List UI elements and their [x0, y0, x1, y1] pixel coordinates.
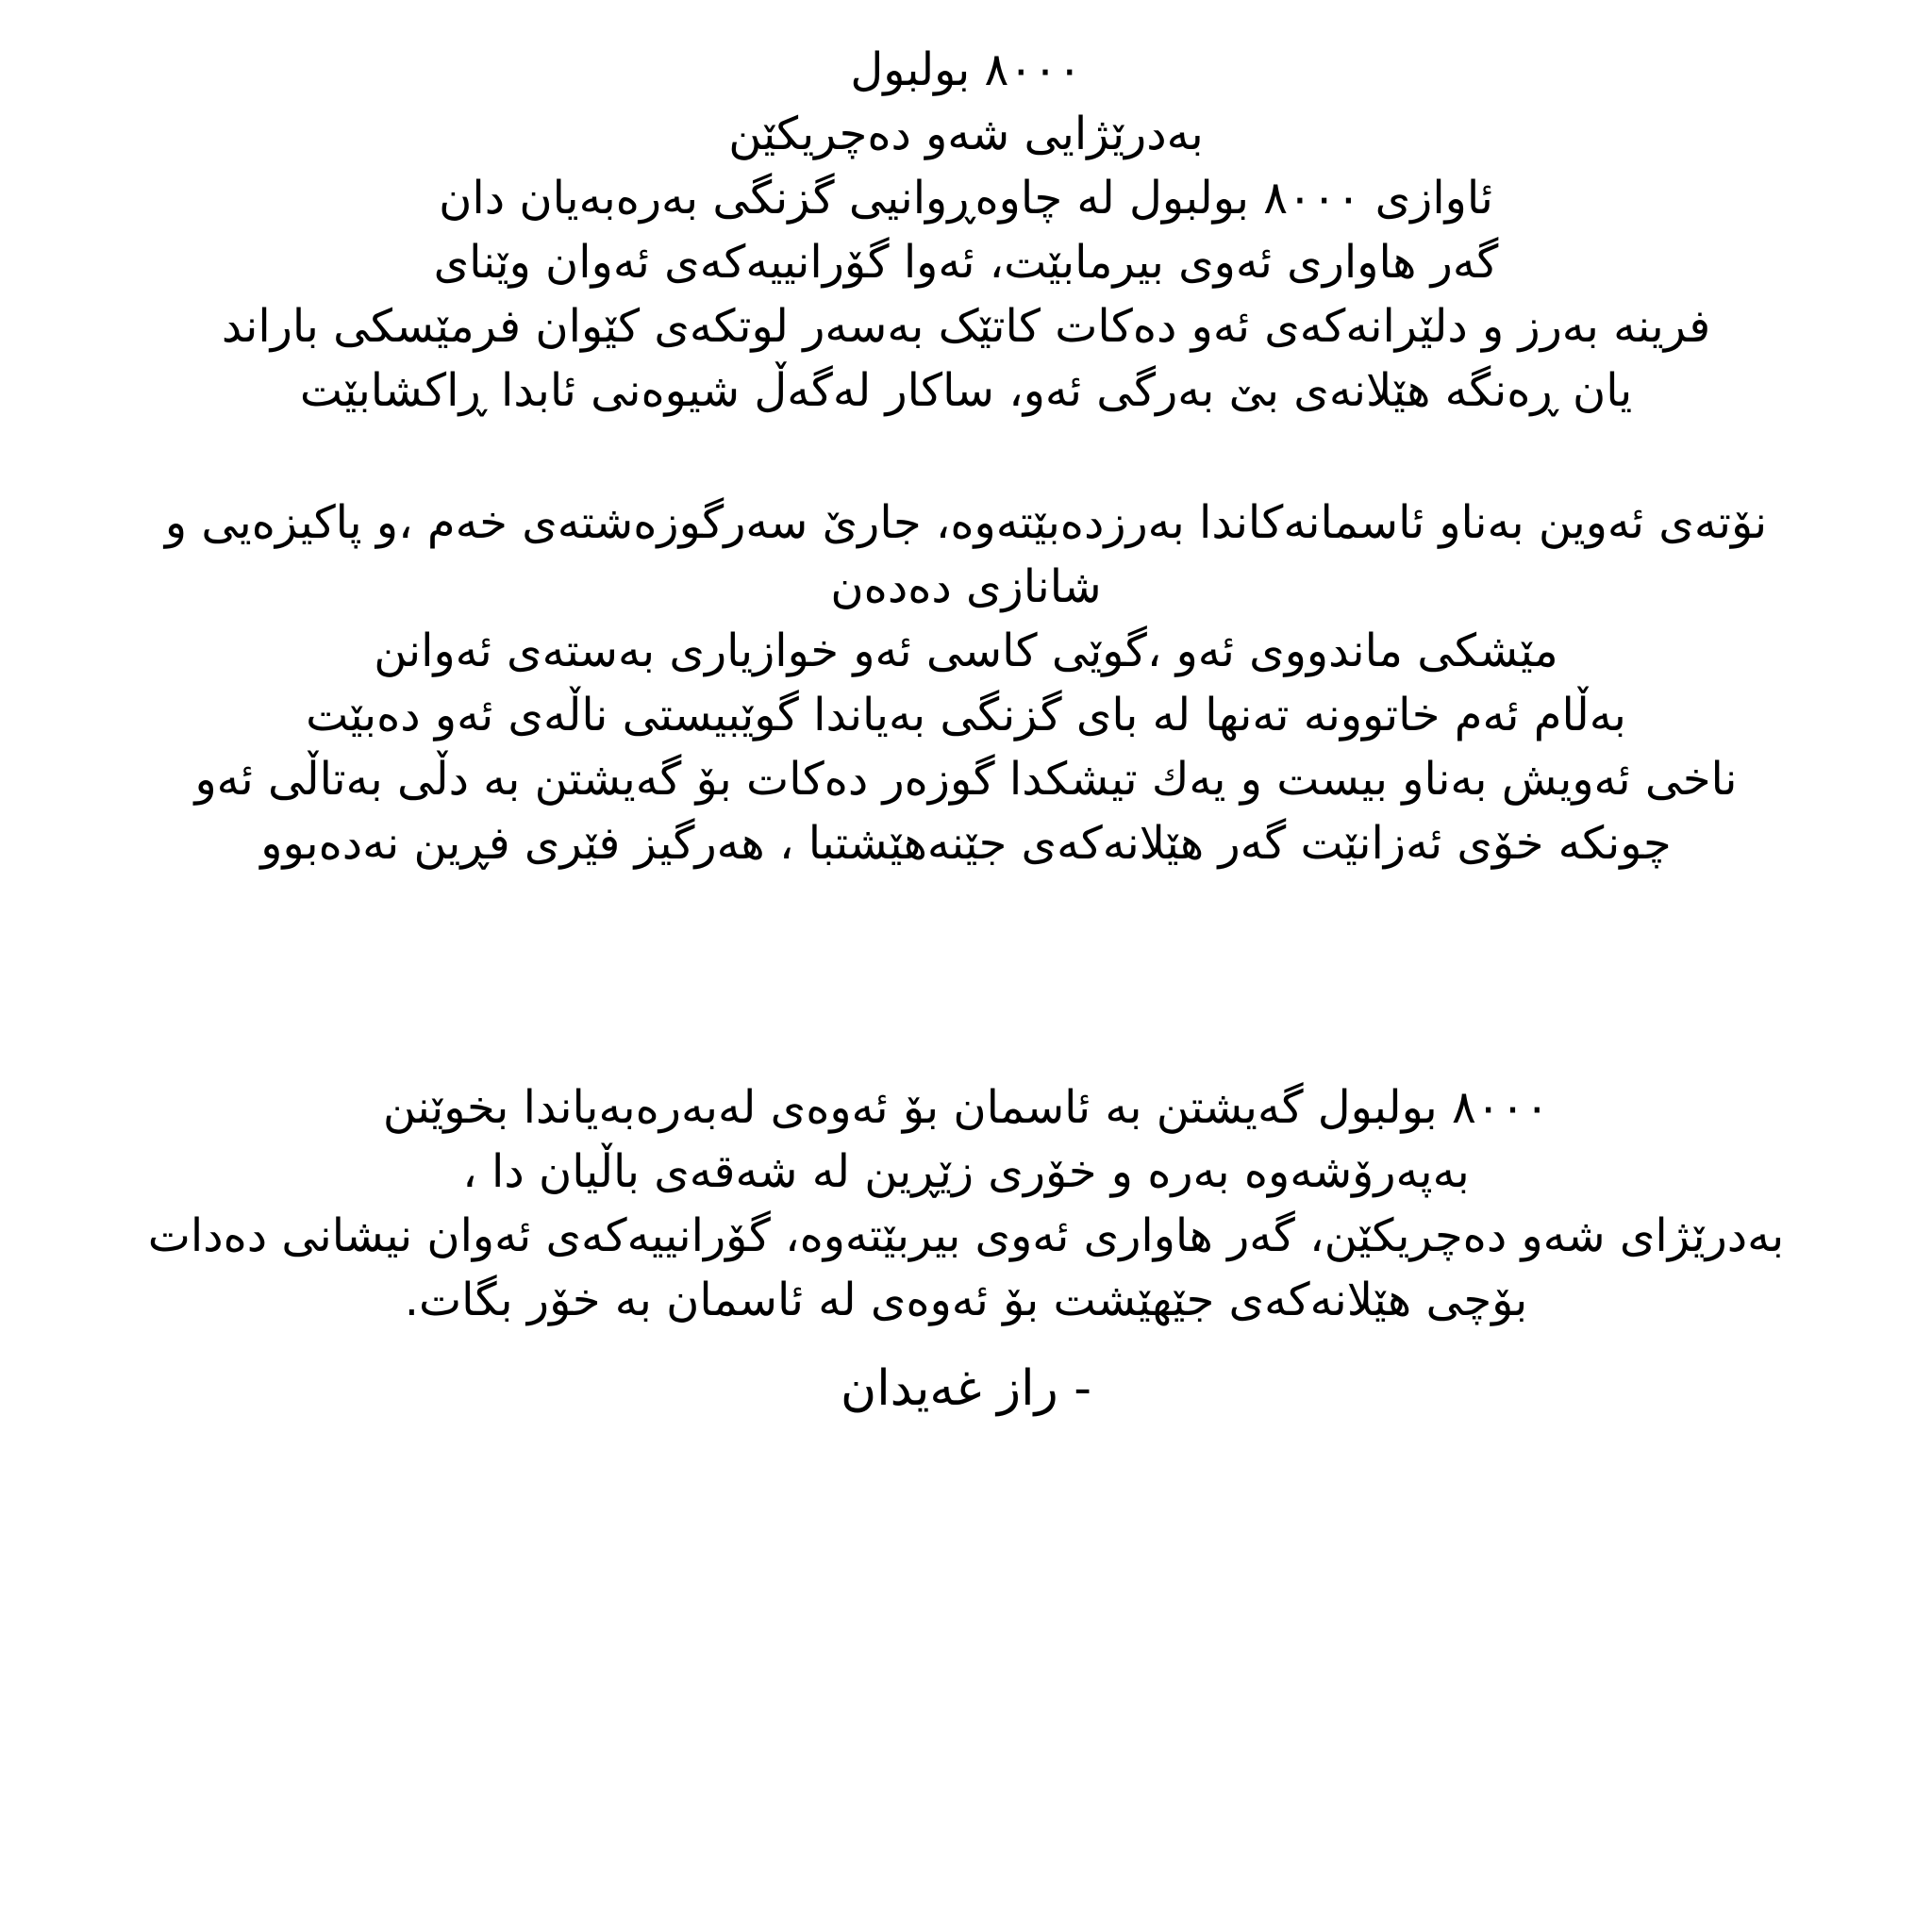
- poem-line: ئاوازی ٨٠٠٠ بولبول لە چاوەڕوانیی گزنگی بەرەبەیان دان: [439, 172, 1493, 225]
- poem-line: فرینە بەرز و دلێرانەکەی ئەو دەکات کاتێک بەسەر لوتکەی کێوان فرمێسکی باراند: [221, 300, 1711, 353]
- poem-line: گەر هاواری ئەوی بیرمابێت، ئەوا گۆرانییەکەی ئەوان وێنای: [433, 236, 1499, 289]
- poem-line: ناخی ئەویش بەناو بیست و یەك تیشکدا گوزەر دەکات بۆ گەیشتن بە دڵی بەتاڵی ئەو: [194, 753, 1738, 806]
- poem-line: یان ڕەنگە هێلانەی بێ بەرگی ئەو، ساکار لەگەڵ شیوەنی ئابدا ڕاکشابێت: [299, 364, 1633, 417]
- stanza-1: [142, 38, 1790, 423]
- poem-line: نۆتەی ئەوین بەناو ئاسمانەکاندا بەرزدەبێتەوە، جارێ سەرگوزەشتەی خەم ،و پاکیزەیی و شانازی دەدەن: [164, 496, 1768, 613]
- poem-line: ٨٠٠٠ بولبول گەیشتن بە ئاسمان بۆ ئەوەی لەبەرەبەیاندا بخوێنن: [382, 1081, 1550, 1134]
- poem-line: بەپەرۆشەوە بەرە و خۆری زێڕین لە شەقەی باڵیان دا ،: [462, 1145, 1470, 1198]
- stanza-3: [142, 1075, 1790, 1332]
- poem-line: ٨٠٠٠ بولبول: [850, 43, 1082, 96]
- poem: [142, 38, 1790, 1421]
- author-signature: - راز غەیدان: [841, 1360, 1091, 1417]
- poem-line: بۆچی هێلانەکەی جێهێشت بۆ ئەوەی لە ئاسمان بە خۆر بگات.: [404, 1274, 1528, 1326]
- poem-line: چونکە خۆی ئەزانێت گەر هێلانەکەی جێنەهێشتبا ، هەرگیز فێری فڕین نەدەبوو: [260, 817, 1672, 870]
- poem-line: بەدرێژای شەو دەچریکێن، گەر هاواری ئەوی بیربێتەوە، گۆرانییەکەی ئەوان نیشانی دەدات: [147, 1209, 1785, 1262]
- poem-line: بەدرێژایی شەو دەچریکێن: [728, 108, 1204, 160]
- poem-line: مێشکی ماندووی ئەو ،گوێی کاسی ئەو خوازیاری بەستەی ئەوانن: [374, 625, 1558, 677]
- poem-line: بەڵام ئەم خاتوونە تەنها لە بای گزنگی بەیاندا گوێبیستی ناڵەی ئەو دەبێت: [306, 689, 1626, 741]
- stanza-2: [142, 491, 1790, 875]
